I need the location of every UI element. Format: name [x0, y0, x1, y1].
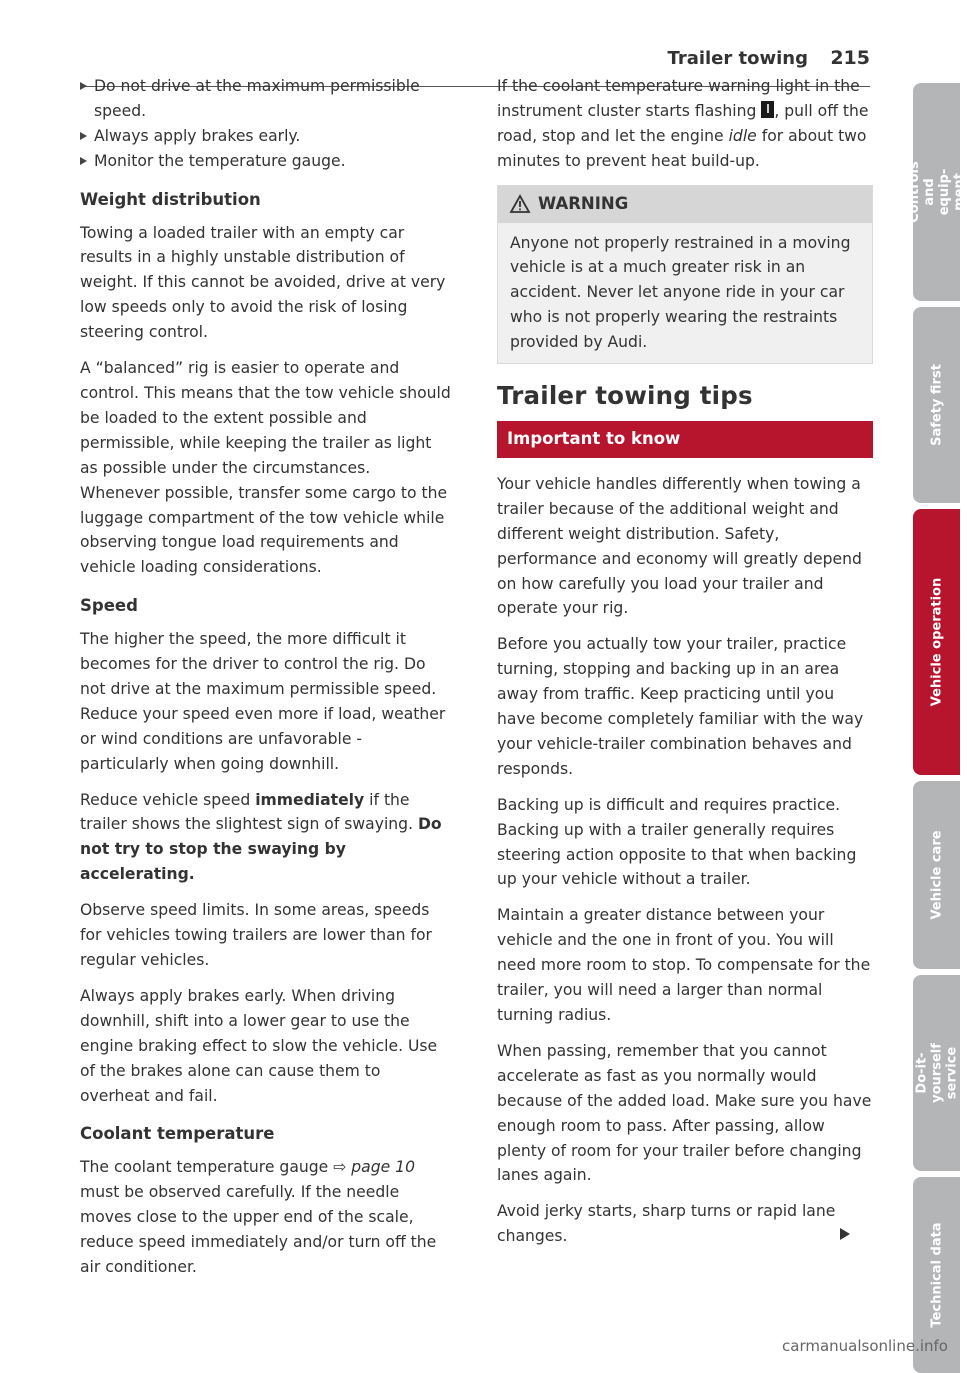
paragraph: [497, 74, 873, 174]
running-title: Trailer towing: [667, 48, 808, 69]
right-column: [497, 74, 873, 1260]
emphasis-idle: idle: [728, 126, 757, 145]
heading-coolant-temperature: Coolant temperature: [80, 1124, 275, 1144]
paragraph: When passing, remember that you cannot accelerate as fast as you normally would because of the added load. Make sure you have enough room to pass. After passing, allow plenty of room for your trailer before changing lanes again.: [497, 1041, 872, 1185]
coolant-warning-light-icon: [761, 101, 774, 118]
paragraph: Towing a loaded trailer with an empty car results in a highly unstable distribution of weight. If this cannot be avoided, drive at very low speeds only to avoid the risk of losing steering control.: [80, 223, 446, 342]
text-run: If the coolant temperature warning light in the instrument cluster starts flashing: [497, 77, 860, 120]
paragraph: [80, 1155, 452, 1280]
text-run: Reduce vehicle speed: [80, 790, 256, 809]
subsection-banner: Important to know: [497, 421, 873, 458]
text-run: must be observed carefully. If the needle moves close to the upper end of the scale, reduce speed immediately and/or turn off the air conditioner.: [80, 1183, 437, 1276]
left-column: [80, 74, 452, 1291]
paragraph: The higher the speed, the more difficult it becomes for the driver to control the rig. Do not drive at the maximum permissible speed. Reduce your speed even more if load, weather or wind conditions are unfavorable - particularly when going downhill.: [80, 630, 446, 773]
page-number: 215: [830, 47, 870, 69]
paragraph: A “balanced” rig is easier to operate and control. This means that the tow vehicle should be loaded to the extent possible and permissible, while keeping the trailer as light as possible under the circumstances. Whenever possible, transfer some cargo to the luggage compartment of the tow vehicle while observing tongue load requirements and vehicle loading considerations.: [80, 359, 451, 577]
tab-vehicle-care[interactable]: [913, 781, 960, 969]
emphasis-immediately: immediately: [255, 790, 365, 809]
tab-do-it-yourself-service[interactable]: [913, 975, 960, 1171]
warning-box: [497, 185, 873, 364]
paragraph: Before you actually tow your trailer, practice turning, stopping and backing up in an area away from traffic. Keep practicing until you have become completely familiar with the way your vehicle-trailer combination behaves and responds.: [497, 635, 864, 778]
text-run: , pull off the road, stop and let the engine: [497, 101, 869, 145]
tab-label: Vehicle care: [929, 830, 944, 920]
tab-safety-first[interactable]: [913, 307, 960, 503]
tab-label: Vehicle operation: [929, 577, 944, 707]
section-title: Trailer towing tips: [497, 381, 753, 411]
warning-label: WARNING: [538, 193, 629, 213]
paragraph: Maintain a greater distance between your vehicle and the one in front of you. You will need more room to stop. To compensate for the trailer, you will need a larger than normal turning radius.: [497, 906, 871, 1024]
emphasis-do-not-accelerate: Do not try to stop the swaying by accelerating.: [80, 815, 442, 884]
warning-header: [498, 186, 872, 223]
warning-text: Anyone not properly restrained in a moving vehicle is at a much greater risk in an accident. Never let anyone ride in your car who is not properly wearing the restraints provided by Audi.: [510, 233, 851, 352]
list-item: Monitor the temperature gauge.: [80, 149, 452, 174]
tab-vehicle-operation[interactable]: [913, 509, 960, 775]
tab-label: Technical data: [929, 1222, 944, 1328]
watermark: carmanualsonline.info: [782, 1337, 948, 1355]
paragraph: Observe speed limits. In some areas, speeds for vehicles towing trailers are lower than for regular vehicles.: [80, 901, 432, 969]
text-run: for about two minutes to prevent heat build-up.: [497, 126, 867, 170]
text-run: if the trailer shows the slightest sign of swaying.: [80, 790, 418, 834]
tab-controls-and-equipment[interactable]: [906, 83, 967, 301]
text-run: The coolant temperature gauge: [80, 1158, 334, 1177]
heading-speed: Speed: [80, 596, 138, 616]
heading-weight-distribution: Weight distribution: [80, 189, 261, 209]
list-item: Do not drive at the maximum permissible speed.: [80, 74, 452, 124]
paragraph: [80, 788, 452, 888]
page-reference-link[interactable]: ⇨ page 10: [333, 1158, 415, 1177]
paragraph: Your vehicle handles differently when towing a trailer because of the additional weight and different weight distribution. Safety, performance and economy will greatly depend on how carefully you load your trailer and operate your rig.: [497, 474, 862, 618]
tip-list: [80, 74, 452, 174]
warning-triangle-icon: [510, 195, 530, 213]
tab-label: Do-it-yourself service: [914, 1043, 959, 1103]
tab-label: Controls and equip- ment: [906, 161, 967, 223]
paragraph: Avoid jerky starts, sharp turns or rapid lane changes.: [497, 1202, 836, 1246]
list-item: Always apply brakes early.: [80, 124, 452, 149]
paragraph: Backing up is difficult and requires practice. Backing up with a trailer generally requires steering action opposite to that when backing up your vehicle without a trailer.: [497, 795, 857, 889]
paragraph: Always apply brakes early. When driving downhill, shift into a lower gear to use the engine braking effect to slow the vehicle. Use of the brakes alone can cause them to overheat and fail.: [80, 986, 438, 1105]
tab-label: Safety first: [929, 364, 944, 446]
continued-arrow-icon: [840, 1228, 850, 1240]
